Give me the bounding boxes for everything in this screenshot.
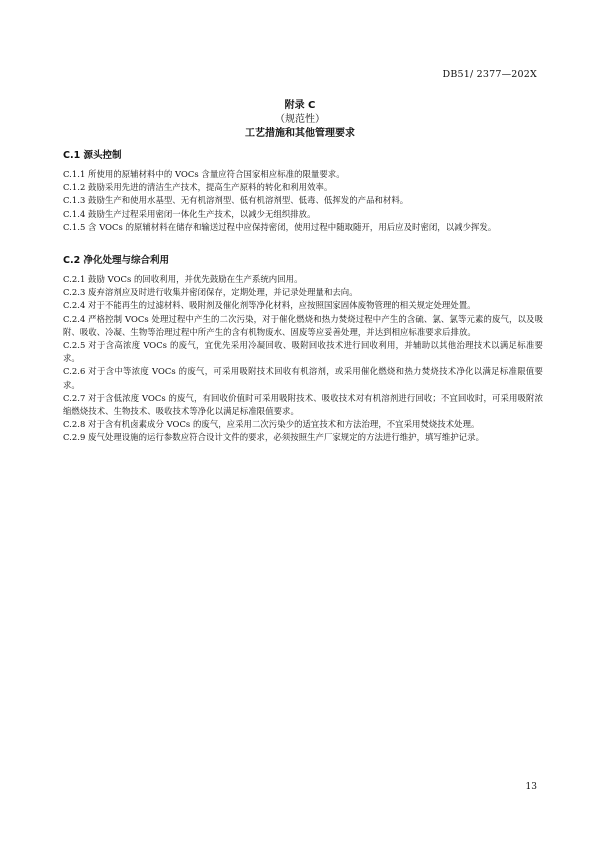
- clause-c-2-6: C.2.6 对于含中等浓度 VOCs 的废气，可采用吸附技术回收有机溶剂，或采用催化燃烧和热力焚烧技术净化以满足标准限值要求。: [63, 366, 543, 390]
- section-source-control: [63, 149, 543, 234]
- clause-c-1-2: C.1.2 鼓励采用先进的清洁生产技术，提高生产原料的转化和利用效率。: [63, 182, 333, 193]
- clause-c-2-1: C.2.1 鼓励 VOCs 的回收利用，并优先鼓励在生产系统内回用。: [63, 274, 303, 284]
- section-treatment-utilization: [63, 254, 543, 445]
- appendix-title-block: [0, 99, 600, 141]
- clause-c-1-1: C.1.1 所使用的原辅材料中的 VOCs 含量应符合国家相应标准的限量要求。: [63, 169, 345, 179]
- appendix-label: 附录 C: [284, 100, 316, 111]
- clause-c-2-3: C.2.3 废弃溶剂应及时进行收集并密闭保存，定期处理，并记录处理量和去向。: [63, 287, 358, 298]
- clause-c-1-4: C.1.4 鼓励生产过程采用密闭一体化生产技术，以减少无组织排放。: [63, 208, 316, 219]
- clause-c-2-7: C.2.7 对于含低浓度 VOCs 的废气，有回收价值时可采用吸附技术、吸收技术对有机溶剂进行回收；不宜回收时，可采用吸附浓缩燃烧技术、生物技术、吸收技术等净化以满足标准限值要求。: [63, 392, 543, 417]
- clause-c-1-5: C.1.5 含 VOCs 的原辅材料在储存和输送过程中应保持密闭，使用过程中随取随开，用后应及时密闭，以减少挥发。: [63, 221, 497, 232]
- section-heading: C.2 净化处理与综合利用: [63, 255, 169, 266]
- section-heading: C.1 源头控制: [63, 150, 122, 161]
- clause-c-2-9: C.2.9 废气处理设施的运行参数应符合设计文件的要求，必须按照生产厂家规定的方法进行维护，填写维护记录。: [63, 432, 485, 443]
- appendix-type: （规范性）: [275, 114, 325, 125]
- appendix-name: 工艺措施和其他管理要求: [245, 128, 355, 139]
- clause-c-2-8: C.2.8 对于含有机卤素成分 VOCs 的废气，应采用二次污染少的适宜技术和方法治理，不宜采用焚烧技术处理。: [63, 419, 480, 430]
- document-code: DB51/ 2377—202X: [442, 69, 537, 80]
- clause-c-1-3: C.1.3 鼓励生产和使用水基型、无有机溶剂型、低有机溶剂型、低毒、低挥发的产品和材料。: [63, 195, 409, 206]
- clause-c-2-4a: C.2.4 对于不能再生的过滤材料、吸附剂及催化剂等净化材料，应按照国家固体废物管理的相关规定处理处置。: [63, 300, 476, 311]
- clause-c-2-4b: C.2.4 严格控制 VOCs 处理过程中产生的二次污染，对于催化燃烧和热力焚烧过程中产生的含硫、氯、氯等元素的废气，以及吸附、吸收、冷凝、生物等治理过程中所产生的含有机物废水、固废等应妥善处理，并达到相应标准要求后排放。: [63, 313, 543, 337]
- clause-c-2-5: C.2.5 对于含高浓度 VOCs 的废气，宜优先采用冷凝回收、吸附回收技术进行回收利用，并辅助以其他治理技术以满足标准要求。: [63, 340, 543, 364]
- page-number: 13: [525, 782, 537, 792]
